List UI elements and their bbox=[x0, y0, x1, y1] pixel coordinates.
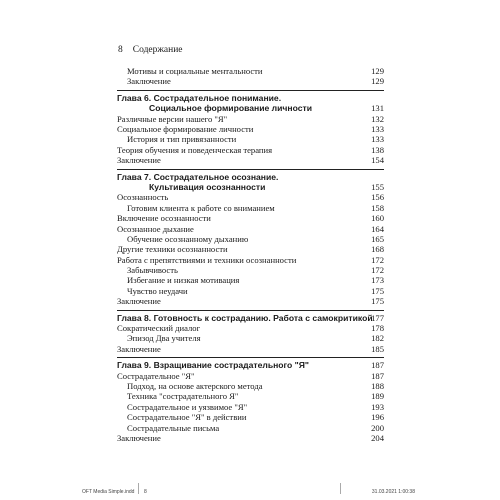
toc-entry-page: 133 bbox=[371, 123, 384, 134]
chapter-heading[interactable] bbox=[117, 172, 384, 182]
toc-entry-title: Заключение bbox=[117, 296, 161, 307]
toc-entry-title: Забывчивость bbox=[127, 265, 178, 276]
chapter-subtitle-line[interactable] bbox=[117, 103, 384, 113]
toc-entry[interactable] bbox=[117, 323, 384, 333]
toc-entry-title: Социальное формирование личности bbox=[117, 123, 254, 134]
toc-entry-page: 172 bbox=[371, 254, 384, 265]
toc-entry-title: Заключение bbox=[117, 343, 161, 354]
chapter-title: Глава 9. Взращивание сострадательного "Я" bbox=[117, 360, 309, 371]
chapter-subtitle-line[interactable] bbox=[117, 182, 384, 192]
toc-entry-title: Различные версии нашего "Я" bbox=[117, 113, 228, 124]
chapter-title: Глава 6. Сострадательное понимание. bbox=[117, 92, 282, 103]
toc-entry-page: 129 bbox=[371, 76, 384, 87]
toc-entry-page: 173 bbox=[371, 275, 384, 286]
chapter-divider bbox=[117, 169, 384, 170]
table-of-contents bbox=[117, 66, 384, 443]
chapter-divider bbox=[117, 310, 384, 311]
chapter-page-number: 155 bbox=[371, 181, 384, 192]
chapter-divider bbox=[117, 357, 384, 358]
toc-entry-title: Сострадательные письма bbox=[127, 422, 220, 433]
toc-entry[interactable] bbox=[117, 412, 384, 422]
toc-entry-title: Заключение bbox=[117, 155, 161, 166]
toc-entry-title: Избегание и низкая мотивация bbox=[127, 275, 240, 286]
toc-entry[interactable] bbox=[117, 344, 384, 354]
chapter-title: Глава 7. Сострадательное осознание. bbox=[117, 171, 279, 182]
toc-entry-title: Теория обучения и поведенческая терапия bbox=[117, 144, 273, 155]
footer-separator bbox=[138, 483, 139, 494]
toc-entry-title: Включение осознанности bbox=[117, 213, 211, 224]
toc-entry[interactable] bbox=[117, 224, 384, 234]
toc-entry-title: Работа с препятствиями и техники осознанности bbox=[117, 254, 297, 265]
toc-entry[interactable] bbox=[117, 124, 384, 134]
toc-entry-title: Подход, на основе актерского метода bbox=[127, 381, 263, 392]
toc-entry-title: Осознанность bbox=[117, 192, 169, 203]
toc-entry-page: 185 bbox=[371, 343, 384, 354]
chapter-divider bbox=[117, 90, 384, 91]
toc-entry[interactable] bbox=[117, 265, 384, 275]
toc-entry-title: Осознанное дыхание bbox=[117, 223, 194, 234]
toc-entry-page: 182 bbox=[371, 333, 384, 344]
toc-entry-title: Чувство неудачи bbox=[127, 285, 188, 296]
toc-entry[interactable] bbox=[117, 234, 384, 244]
toc-entry[interactable] bbox=[117, 286, 384, 296]
toc-entry-title: Готовим клиента к работе со вниманием bbox=[127, 202, 275, 213]
chapter-page-number: 187 bbox=[371, 360, 384, 371]
toc-entry-page: 138 bbox=[371, 144, 384, 155]
footer-separator bbox=[340, 483, 341, 494]
page-number: 8 bbox=[118, 45, 123, 55]
toc-entry[interactable] bbox=[117, 381, 384, 391]
toc-entry[interactable] bbox=[117, 213, 384, 223]
toc-entry[interactable] bbox=[117, 134, 384, 144]
footer-timestamp: 31.03.2021 1:00:38 bbox=[371, 489, 415, 495]
toc-entry[interactable] bbox=[117, 402, 384, 412]
toc-entry-page: 188 bbox=[371, 381, 384, 392]
footer-file-name: OFT Media Simple.indd bbox=[82, 489, 135, 495]
toc-entry-page: 187 bbox=[371, 370, 384, 381]
toc-entry-title: Заключение bbox=[127, 76, 171, 87]
toc-entry[interactable] bbox=[117, 423, 384, 433]
chapter-heading[interactable] bbox=[117, 93, 384, 103]
chapter-heading[interactable] bbox=[117, 313, 384, 323]
toc-entry[interactable] bbox=[117, 255, 384, 265]
toc-entry[interactable] bbox=[117, 114, 384, 124]
toc-entry[interactable] bbox=[117, 192, 384, 202]
chapter-subtitle: Культивация осознанности bbox=[149, 181, 266, 192]
toc-entry-page: 193 bbox=[371, 401, 384, 412]
toc-entry-page: 175 bbox=[371, 285, 384, 296]
toc-entry-title: Эпизод Два учителя bbox=[127, 333, 201, 344]
toc-entry-title: Обучение осознанному дыханию bbox=[127, 233, 249, 244]
toc-entry-page: 189 bbox=[371, 391, 384, 402]
toc-entry-page: 160 bbox=[371, 213, 384, 224]
toc-entry-page: 133 bbox=[371, 134, 384, 145]
toc-entry[interactable] bbox=[117, 275, 384, 285]
chapter-heading[interactable] bbox=[117, 360, 384, 370]
toc-entry[interactable] bbox=[117, 145, 384, 155]
toc-entry-title: Сострадательное и уязвимое "Я" bbox=[127, 401, 248, 412]
toc-entry-page: 158 bbox=[371, 202, 384, 213]
toc-entry-page: 196 bbox=[371, 412, 384, 423]
toc-entry[interactable] bbox=[117, 391, 384, 401]
toc-entry[interactable] bbox=[117, 296, 384, 306]
toc-entry[interactable] bbox=[117, 76, 384, 86]
toc-entry-page: 172 bbox=[371, 265, 384, 276]
toc-entry[interactable] bbox=[117, 155, 384, 165]
toc-entry-title: Другие техники осознанности bbox=[117, 244, 228, 255]
toc-entry-page: 168 bbox=[371, 244, 384, 255]
running-title: Содержание bbox=[132, 45, 183, 55]
toc-entry-page: 165 bbox=[371, 233, 384, 244]
chapter-title: Глава 8. Готовность к состраданию. Работа с самокритикой bbox=[117, 312, 373, 323]
toc-entry-page: 204 bbox=[371, 432, 384, 443]
toc-entry-page: 156 bbox=[371, 192, 384, 203]
toc-entry-title: Сократический диалог bbox=[117, 323, 201, 334]
toc-entry[interactable] bbox=[117, 371, 384, 381]
toc-entry-page: 175 bbox=[371, 296, 384, 307]
chapter-page-number: 177 bbox=[371, 312, 384, 323]
toc-entry-page: 154 bbox=[371, 155, 384, 166]
toc-entry[interactable] bbox=[117, 433, 384, 443]
toc-entry-title: Заключение bbox=[117, 432, 161, 443]
toc-entry-title: История и тип привязанности bbox=[127, 134, 237, 145]
chapter-subtitle: Социальное формирование личности bbox=[149, 103, 312, 114]
toc-entry-title: Мотивы и социальные ментальности bbox=[127, 66, 263, 76]
toc-entry-page: 200 bbox=[371, 422, 384, 433]
toc-entry[interactable] bbox=[117, 244, 384, 254]
toc-entry[interactable] bbox=[117, 66, 384, 76]
footer-page: 8 bbox=[144, 489, 147, 495]
toc-entry-title: Сострадательное "Я" в действии bbox=[127, 412, 247, 423]
toc-entry[interactable] bbox=[117, 333, 384, 343]
toc-entry-page: 132 bbox=[371, 113, 384, 124]
toc-entry-page: 178 bbox=[371, 323, 384, 334]
toc-entry-page: 164 bbox=[371, 223, 384, 234]
running-head bbox=[118, 45, 183, 55]
toc-entry[interactable] bbox=[117, 203, 384, 213]
chapter-page-number: 131 bbox=[371, 103, 384, 114]
toc-entry-title: Сострадательное "Я" bbox=[117, 370, 195, 381]
toc-entry-page: 129 bbox=[371, 66, 384, 76]
toc-entry-title: Техника "сострадательного Я" bbox=[127, 391, 239, 402]
